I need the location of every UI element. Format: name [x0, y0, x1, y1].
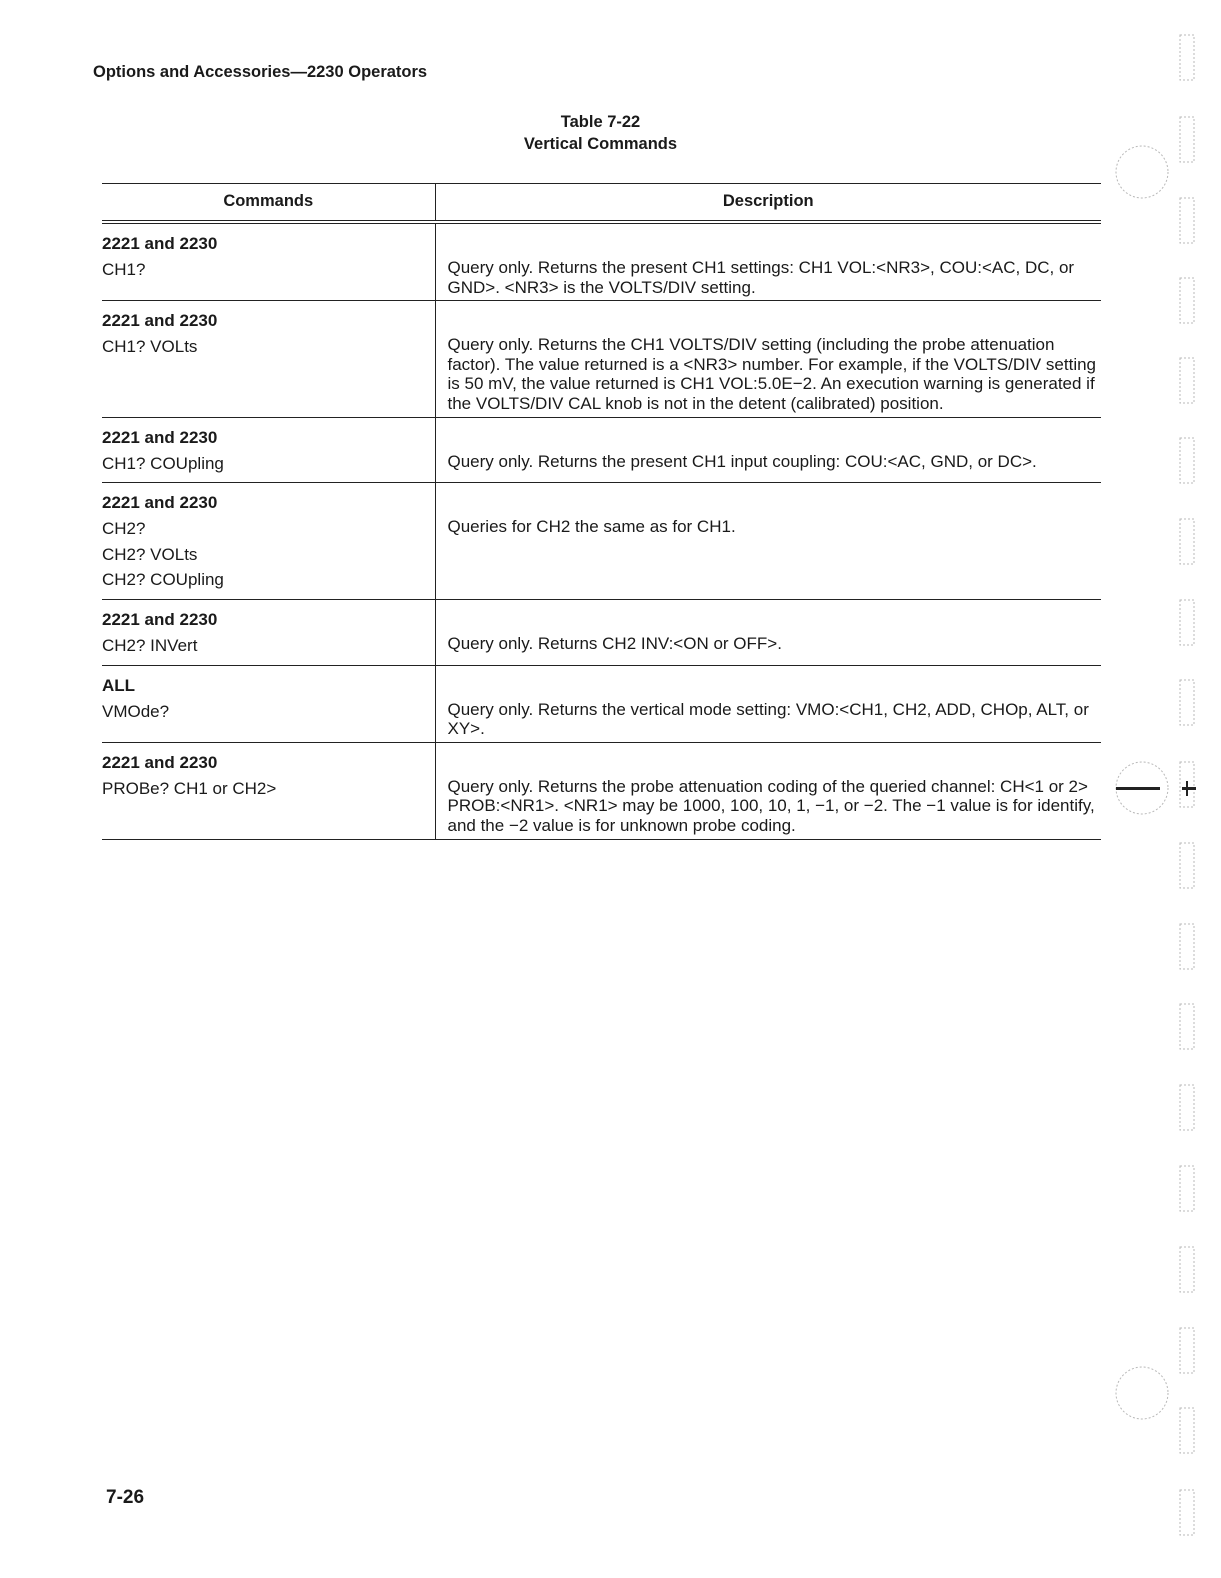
model-group: 2221 and 2230 — [102, 311, 218, 331]
model-group: ALL — [102, 675, 136, 695]
command-text: PROBe? CH1 or CH2> — [102, 778, 277, 798]
description-cell: Query only. Returns the CH1 VOLTS/DIV setting (including the probe attenuation factor). The value returned is a <NR3> number. For example, if the VOLTS/DIV setting is 50 mV, the value returned is CH1 VOL:5.0E−2. An execution warning is generated if the VOLTS/DIV CAL knob is not in the detent (calibrated) position. — [435, 301, 1101, 417]
table-header-row — [102, 184, 1101, 223]
model-group: 2221 and 2230 — [102, 427, 218, 447]
table-caption — [0, 111, 1201, 155]
column-header-description: Description — [435, 184, 1101, 223]
command-cell — [102, 301, 435, 417]
command-text: CH1? — [102, 260, 146, 279]
description-cell: Query only. Returns the vertical mode setting: VMO:<CH1, CH2, ADD, CHOp, ALT, or XY>. — [435, 665, 1101, 742]
command-text: CH2? COUpling — [102, 570, 224, 590]
command-text: CH2? — [102, 519, 146, 539]
table-row — [102, 417, 1101, 483]
model-group: 2221 and 2230 — [102, 752, 218, 772]
description-cell: Query only. Returns the probe attenuation coding of the queried channel: CH<1 or 2> PROB:<NR1>. <NR1> may be 1000, 100, 10, 1, −1, or −2. The −1 value is for identify, and the −2 value is for unknown probe coding. — [435, 742, 1101, 839]
command-cell — [102, 599, 435, 665]
description-cell: Query only. Returns the present CH1 input coupling: COU:<AC, GND, or DC>. — [435, 417, 1101, 483]
command-cell — [102, 483, 435, 600]
description-cell: Query only. Returns CH2 INV:<ON or OFF>. — [435, 599, 1101, 665]
column-header-commands: Commands — [102, 184, 435, 223]
command-cell — [102, 417, 435, 483]
table-row — [102, 742, 1101, 839]
command-text: VMOde? — [102, 701, 170, 721]
table-row — [102, 483, 1101, 600]
command-text: CH1? VOLts — [102, 337, 198, 357]
binder-punch-holes — [1112, 0, 1221, 1578]
command-text: CH1? COUpling — [102, 453, 224, 473]
table-row — [102, 222, 1101, 301]
command-text: CH2? VOLts — [102, 544, 198, 564]
command-cell — [102, 665, 435, 742]
description-cell: Queries for CH2 the same as for CH1. — [435, 483, 1101, 600]
model-group: 2221 and 2230 — [102, 493, 218, 513]
vertical-commands-table — [102, 183, 1101, 840]
description-cell: Query only. Returns the present CH1 settings: CH1 VOL:<NR3>, COU:<AC, DC, or GND>. <NR3> is the VOLTS/DIV setting. — [435, 222, 1101, 301]
table-row — [102, 599, 1101, 665]
table-number: Table 7-22 — [560, 113, 641, 131]
command-cell — [102, 222, 435, 301]
running-header: Options and Accessories—2230 Operators — [93, 63, 428, 81]
table-row — [102, 665, 1101, 742]
command-cell — [102, 742, 435, 839]
page-number: 7-26 — [106, 1487, 145, 1508]
model-group: 2221 and 2230 — [102, 234, 218, 253]
table-row — [102, 301, 1101, 417]
command-text: CH2? INVert — [102, 635, 198, 655]
model-group: 2221 and 2230 — [102, 609, 218, 629]
table-title: Vertical Commands — [523, 135, 678, 153]
